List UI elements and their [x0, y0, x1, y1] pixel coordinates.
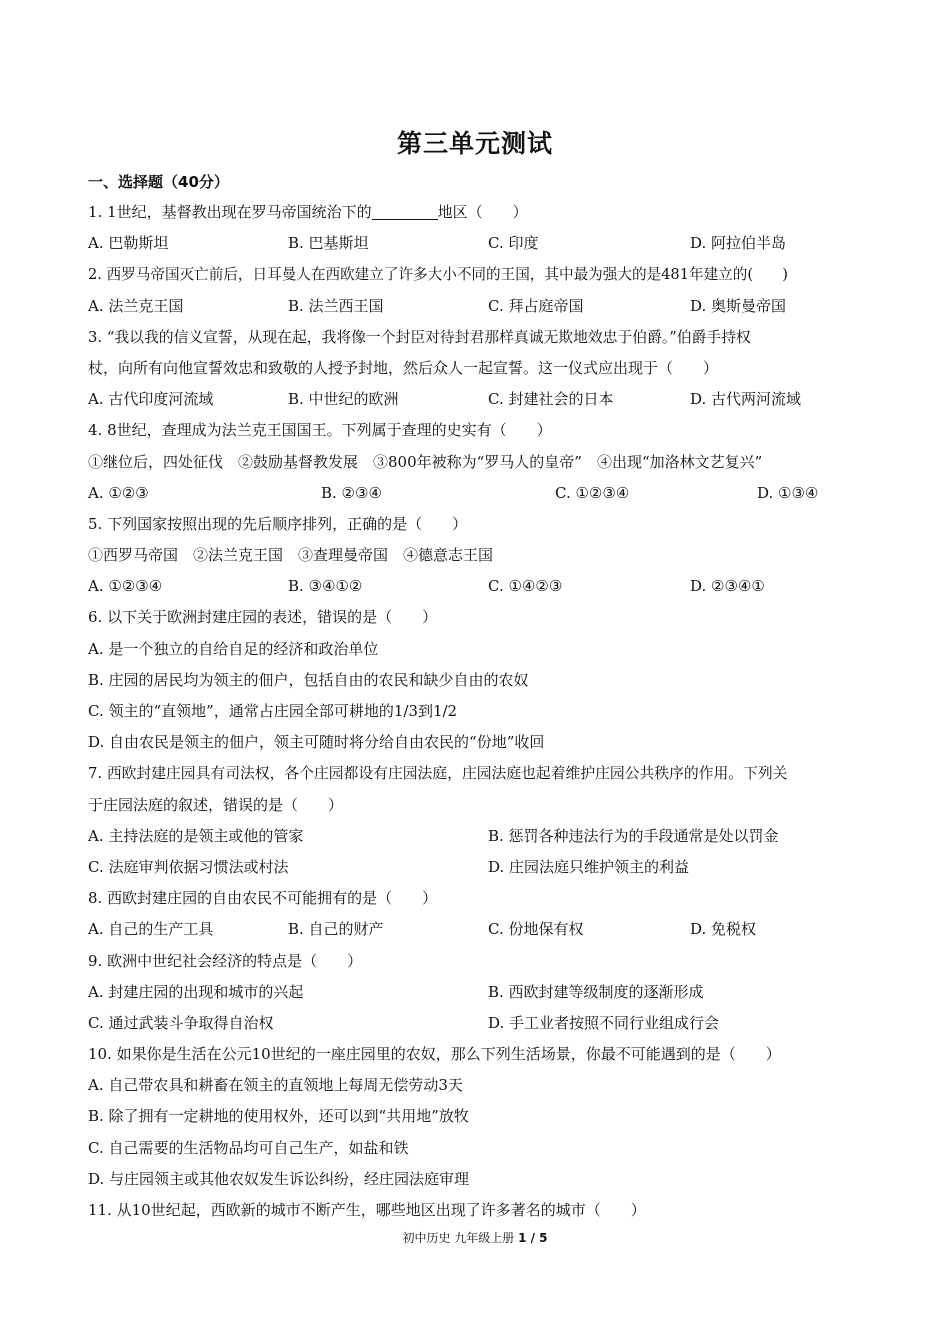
option-d: D. 阿拉伯半岛: [690, 234, 787, 253]
question-8: 8. 西欧封建庄园的自由农民不可能拥有的是（ ）: [88, 889, 438, 908]
option-a: A. 自己的生产工具: [88, 920, 214, 939]
option-row: [88, 821, 878, 852]
question-7-cont: 于庄园法庭的叙述，错误的是（ ）: [88, 795, 344, 814]
option-c: C. ①②③④: [555, 483, 630, 502]
option-b: B. 巴基斯坦: [288, 234, 369, 253]
option-d: D. 自由农民是领主的佃户，领主可随时将分给自由农民的“份地”收回: [88, 733, 545, 752]
option-c: C. 印度: [488, 234, 539, 253]
option-a: A. ①②③: [88, 483, 149, 502]
question-3: 3. “我以我的信义宣誓，从现在起，我将像一个封臣对待封君那样真诚无欺地效忠于伯爵。”伯爵手持权: [88, 328, 751, 346]
option-c: C. 领主的“直领地”，通常占庄园全部可耕地的1/3到1/2: [88, 702, 458, 720]
question-1: [88, 197, 878, 228]
option-c: C. 份地保有权: [488, 920, 584, 939]
question-4: 4. 8世纪，查理成为法兰克王国国王。下列属于查理的史实有（ ）: [88, 421, 552, 440]
page-number: 1 / 5: [518, 1231, 548, 1245]
option-b: B. 自己的财产: [288, 920, 384, 939]
option-d: D. ①③④: [757, 483, 819, 502]
option-b: B. 除了拥有一定耕地的使用权外，还可以到“共用地”放牧: [88, 1107, 469, 1126]
option-b: B. 惩罚各种违法行为的手段通常是处以罚金: [488, 826, 779, 845]
option-row: [88, 914, 878, 945]
page-footer: [0, 1229, 950, 1246]
option-a: A. ①②③④: [88, 577, 163, 596]
page-title: 第三单元测试: [396, 129, 553, 158]
question-2: 2. 西罗马帝国灭亡前后，日耳曼人在西欧建立了许多大小不同的王国，其中最为强大的是481年建立的( ): [88, 266, 788, 284]
question-stem: 地区（ ）: [437, 203, 528, 221]
fill-blank: [372, 203, 438, 220]
section-heading: 一、选择题（40分）: [88, 173, 229, 191]
option-d: D. 免税权: [690, 920, 757, 939]
option-row: [88, 291, 878, 322]
option-d: D. 古代两河流域: [690, 390, 802, 409]
option-b: B. ②③④: [321, 483, 382, 502]
question-items: ①继位后，四处征伐 ②鼓励基督教发展 ③800年被称为“罗马人的皇帝” ④出现“加洛林文艺复兴”: [88, 452, 763, 471]
option-c: C. ①④②③: [488, 577, 563, 596]
option-a: A. 巴勒斯坦: [88, 234, 169, 253]
question-7: 7. 西欧封建庄园具有司法权，各个庄园都设有庄园法庭，庄园法庭也起着维护庄园公共秩序的作用。下列关: [88, 765, 788, 783]
option-row: [88, 1008, 878, 1039]
option-b: B. ③④①②: [288, 577, 363, 596]
option-a: A. 自己带农具和耕畜在领主的直领地上每周无偿劳动3天: [88, 1076, 463, 1095]
option-d: D. 奥斯曼帝国: [690, 296, 787, 315]
question-list: [88, 197, 878, 1226]
question-11: 11. 从10世纪起，西欧新的城市不断产生，哪些地区出现了许多著名的城市（ ）: [88, 1201, 646, 1219]
option-c: C. 通过武装斗争取得自治权: [88, 1013, 274, 1032]
option-b: B. 法兰西王国: [288, 296, 384, 315]
option-b: B. 西欧封建等级制度的逐渐形成: [488, 982, 704, 1001]
question-stem: 1. 1世纪，基督教出现在罗马帝国统治下的: [88, 203, 372, 221]
option-c: C. 法庭审判依据习惯法或村法: [88, 857, 289, 876]
option-row: [88, 384, 878, 415]
question-3-cont: 杖，向所有向他宣誓效忠和致敬的人授予封地，然后众人一起宣誓。这一仪式应出现于（ ）: [88, 358, 719, 377]
option-row: [88, 852, 878, 883]
question-9: 9. 欧洲中世纪社会经济的特点是（ ）: [88, 951, 363, 970]
option-row: [88, 478, 878, 509]
footer-text: 初中历史 九年级上册: [402, 1231, 519, 1245]
option-a: A. 封建庄园的出现和城市的兴起: [88, 982, 304, 1001]
option-a: A. 是一个独立的自给自足的经济和政治单位: [88, 639, 379, 658]
option-d: D. 与庄园领主或其他农奴发生诉讼纠纷，经庄园法庭审理: [88, 1169, 470, 1188]
question-5: 5. 下列国家按照出现的先后顺序排列，正确的是（ ）: [88, 514, 468, 533]
option-d: D. 手工业者按照不同行业组成行会: [488, 1013, 720, 1032]
option-a: A. 主持法庭的是领主或他的管家: [88, 826, 304, 845]
option-b: B. 中世纪的欧洲: [288, 390, 399, 409]
question-10: 10. 如果你是生活在公元10世纪的一座庄园里的农奴，那么下列生活场景，你最不可能遇到的是（ ）: [88, 1045, 781, 1064]
option-b: B. 庄园的居民均为领主的佃户，包括自由的农民和缺少自由的农奴: [88, 670, 529, 689]
question-items: ①西罗马帝国 ②法兰克王国 ③查理曼帝国 ④德意志王国: [88, 546, 494, 565]
option-d: D. 庄园法庭只维护领主的利益: [488, 857, 690, 876]
option-c: C. 拜占庭帝国: [488, 296, 584, 315]
option-a: A. 法兰克王国: [88, 296, 184, 315]
option-row: [88, 571, 878, 602]
option-c: C. 自己需要的生活物品均可自己生产，如盐和铁: [88, 1138, 409, 1157]
option-row: [88, 228, 878, 259]
option-c: C. 封建社会的日本: [488, 390, 614, 409]
option-a: A. 古代印度河流域: [88, 390, 214, 409]
option-row: [88, 977, 878, 1008]
option-d: D. ②③④①: [690, 577, 765, 596]
question-6: 6. 以下关于欧洲封建庄园的表述，错误的是（ ）: [88, 608, 438, 627]
